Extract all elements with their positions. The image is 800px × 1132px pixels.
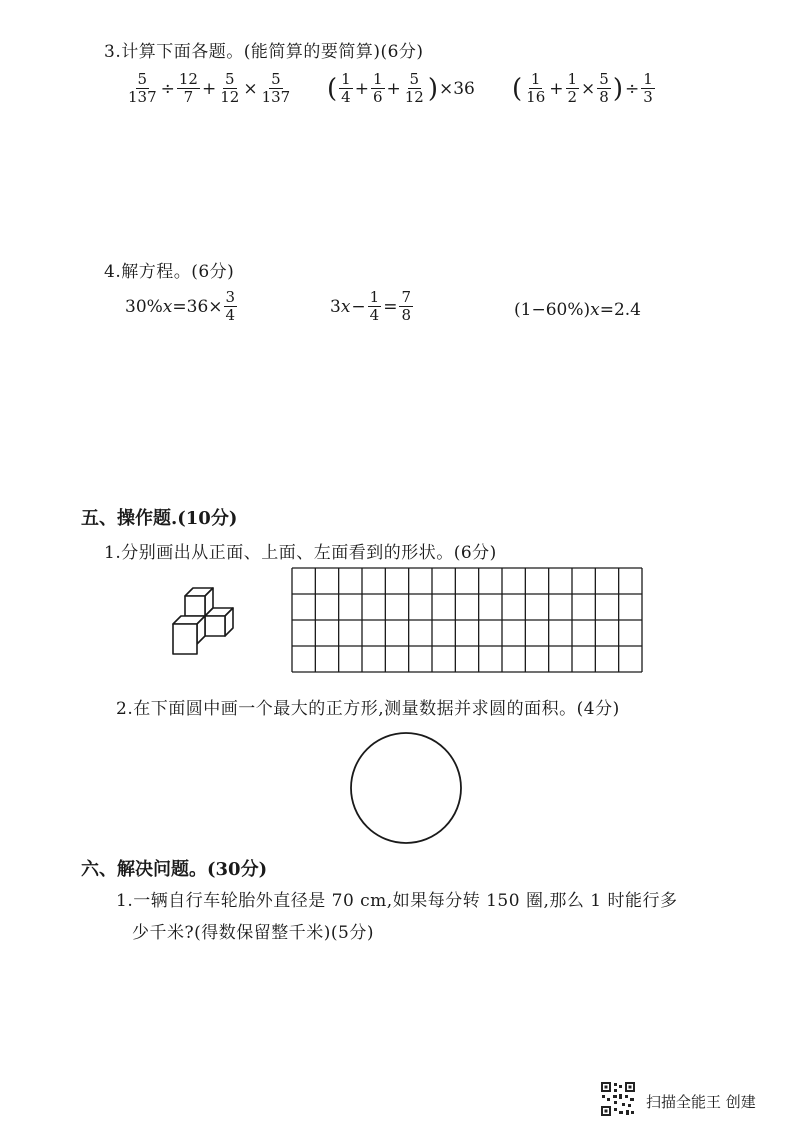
fraction: $\frac{5}{12}$ [404, 70, 424, 106]
scanner-watermark: 扫描全能王 创建 [646, 1093, 756, 1111]
fraction: $\frac{1}{6}$ [372, 70, 383, 106]
qr-code-icon [600, 1081, 636, 1117]
fraction: $\frac{1}{2}$ [567, 70, 578, 106]
section-6-title: 六、解决问题。(30分) [81, 859, 268, 880]
fraction: $\frac{1}{4}$ [341, 70, 351, 106]
cube-face [205, 616, 225, 636]
q4-equation-3: (1−60%) x =2.4 [514, 300, 641, 320]
fraction: $\frac{12}{7}$ [178, 70, 198, 106]
cube-face [185, 596, 205, 616]
fraction: $\frac{1}{4}$ [369, 288, 380, 324]
cube-stack-figure [165, 580, 237, 662]
s6-q1-line2: 少千米?(得数保留整千米)(5分) [132, 923, 374, 943]
fraction: $\frac{3}{4}$ [225, 288, 236, 324]
section-5-title: 五、操作题.(10分) [81, 508, 238, 529]
fraction: $\frac{7}{8}$ [401, 288, 412, 324]
s5-q1-text: 1.分别画出从正面、上面、左面看到的形状。(6分) [104, 543, 497, 563]
q3-expression-2: ( $\frac{1}{4}$ + $\frac{1}{6}$ + $\frac{5}{12}$ ) ×36 [327, 70, 475, 106]
fraction: $\frac{5}{137}$ [261, 70, 291, 106]
q3-expression-1: $\frac{5}{137}$ ÷ $\frac{12}{7}$ + $\frac{5}{12}$ × $\frac{5}{137}$ [128, 70, 291, 106]
drawing-circle [349, 731, 463, 845]
q4-equation-1: 30% x =36× $\frac{3}{4}$ [125, 288, 236, 324]
s5-q2-text: 2.在下面圆中画一个最大的正方形,测量数据并求圆的面积。(4分) [116, 699, 620, 719]
fraction: $\frac{5}{12}$ [220, 70, 240, 106]
fraction: $\frac{1}{16}$ [526, 70, 546, 106]
cube-face [173, 624, 197, 654]
s6-q1-line1: 1.一辆自行车轮胎外直径是 70 cm,如果每分转 150 圈,那么 1 时能行多 [116, 891, 678, 911]
q4-title: 4.解方程。(6分) [104, 262, 235, 282]
fraction: $\frac{1}{3}$ [643, 70, 653, 106]
drawing-grid [291, 567, 643, 673]
q4-equation-2: 3 x − $\frac{1}{4}$ = $\frac{7}{8}$ [330, 288, 412, 324]
fraction: $\frac{5}{137}$ [128, 70, 157, 106]
q3-expression-3: ( $\frac{1}{16}$ + $\frac{1}{2}$ × $\frac{5}{8}$ ) ÷ $\frac{1}{3}$ [512, 70, 653, 106]
q3-title: 3.计算下面各题。(能简算的要简算)(6分) [104, 42, 424, 62]
fraction: $\frac{5}{8}$ [599, 70, 609, 106]
